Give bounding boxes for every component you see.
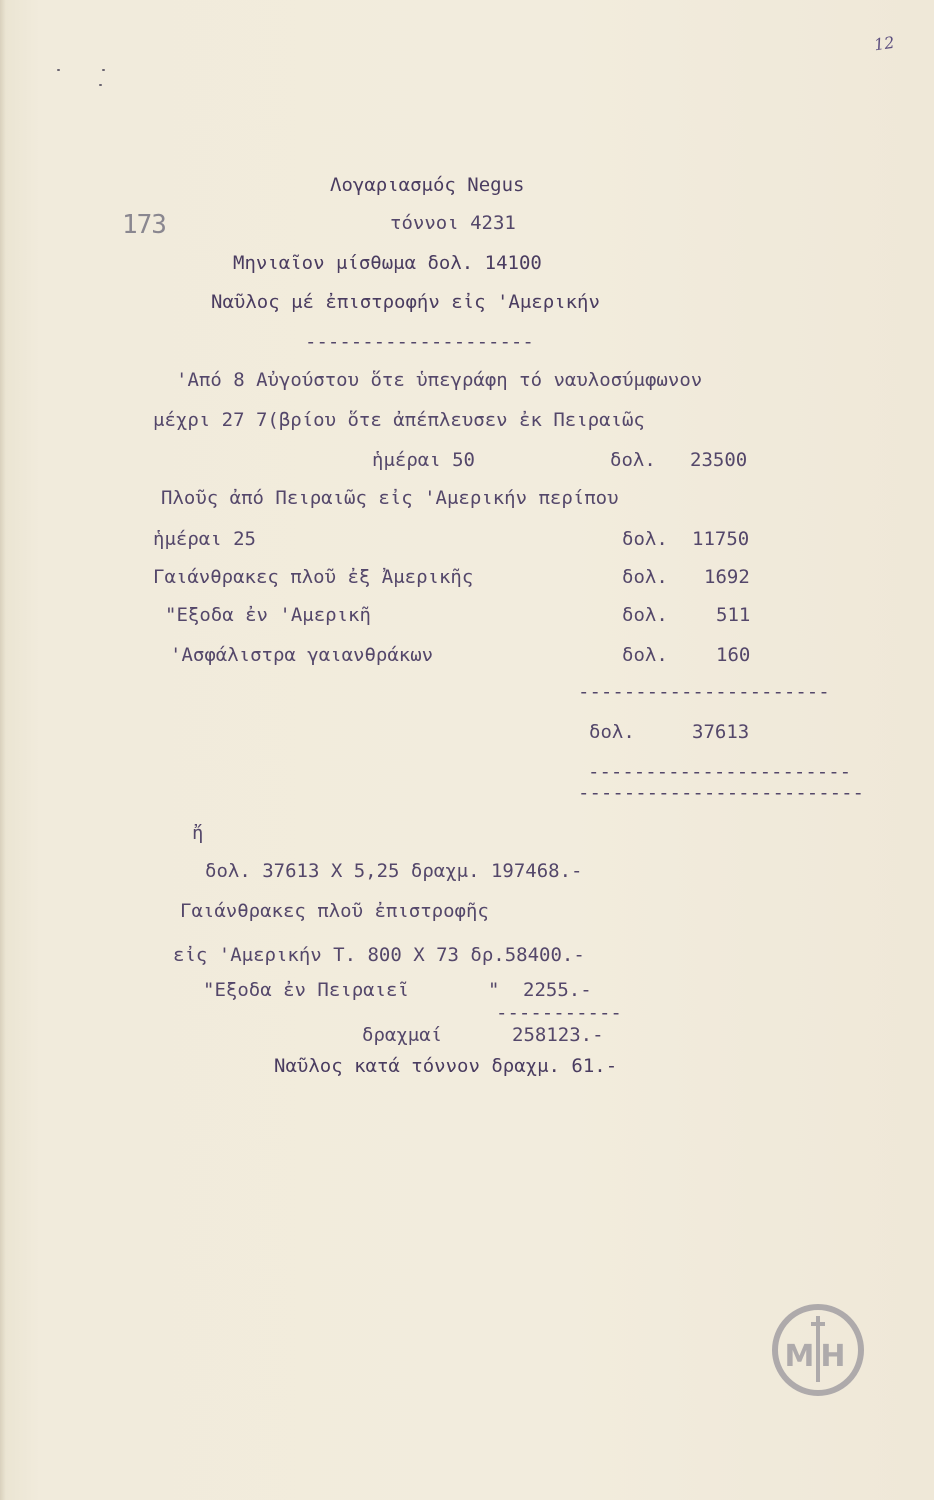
item-amount: 23500	[690, 449, 748, 471]
item-currency: δολ.	[622, 528, 668, 550]
item-amount: 1692	[704, 566, 750, 588]
archive-stamp-number: 173	[122, 210, 166, 240]
item-currency: δολ.	[610, 449, 656, 471]
item-label: Γαιάνθρακες πλοῦ ἐξ Ἀμερικῆς	[153, 566, 474, 588]
drachma-total-amount: 258123.-	[512, 1024, 604, 1046]
period-line-2: μέχρι 27 7(βρίου ὅτε ἀπέπλευσεν ἐκ Πειραιῶς	[153, 409, 645, 431]
item-label: 'Ασφάλιστρα γαιανθράκων	[170, 644, 434, 666]
exchange-line: δολ. 37613 Χ 5,25 δραχμ. 197468.-	[205, 860, 583, 882]
return-coal-label: Γαιάνθρακες πλοῦ ἐπιστροφῆς	[180, 900, 489, 922]
drachma-total-label: δραχμαί	[362, 1024, 443, 1046]
total-rule-below-double: -------------------------	[578, 782, 864, 804]
monthly-hire-line: Μηνιαῖον μίσθωμα δολ. 14100	[233, 252, 542, 274]
piraeus-expenses-label: "Εξοδα ἐν Πειραιεῖ	[203, 979, 409, 1001]
total-currency: δολ.	[589, 721, 635, 743]
logo-lettering: ΜΗ	[784, 1339, 852, 1374]
item-currency: δολ.	[622, 604, 668, 626]
total-rule-above: ----------------------	[578, 681, 830, 703]
item-currency: δολ.	[622, 566, 668, 588]
period-line-1: 'Από 8 Αὐγούστου ὅτε ὑπεγράφη τό ναυλοσύμφωνον	[176, 369, 703, 391]
heading-rule: --------------------	[305, 331, 534, 353]
handwritten-folio-number: 12	[872, 32, 896, 55]
archive-logo-stamp	[770, 1302, 866, 1398]
ink-speck	[102, 69, 105, 71]
total-rule-below: -----------------------	[588, 761, 852, 783]
or-word: ἤ	[192, 822, 204, 844]
item-label: ἡμέραι 25	[153, 528, 256, 550]
ink-speck	[99, 84, 102, 86]
item-amount: 160	[716, 644, 751, 666]
voyage-note: Πλοῦς ἀπό Πειραιῶς εἰς 'Αμερικήν περίπου	[161, 487, 619, 509]
item-amount: 11750	[692, 528, 750, 550]
piraeus-expenses-amount: 2255.-	[523, 979, 592, 1001]
return-coal-calculation: εἰς 'Αμερικήν Τ. 800 Χ 73 δρ.58400.-	[173, 944, 585, 966]
ditto-mark: "	[488, 979, 500, 1001]
item-currency: δολ.	[622, 644, 668, 666]
item-label: ἡμέραι 50	[372, 449, 475, 471]
total-amount: 37613	[692, 721, 750, 743]
freight-per-ton-line: Ναῦλος κατά τόννον δραχμ. 61.-	[274, 1055, 618, 1077]
tonnage-line: τόννοι 4231	[390, 212, 516, 234]
account-title: Λογαριασμός Negus	[330, 174, 525, 196]
item-label: "Εξοδα ἐν 'Αμερικῆ	[165, 604, 371, 626]
item-amount: 511	[716, 604, 751, 626]
freight-basis-line: Ναῦλος μέ ἐπιστροφήν εἰς 'Αμερικήν	[211, 291, 600, 313]
ink-speck	[57, 69, 60, 71]
drachma-total-rule: -----------	[496, 1002, 622, 1024]
